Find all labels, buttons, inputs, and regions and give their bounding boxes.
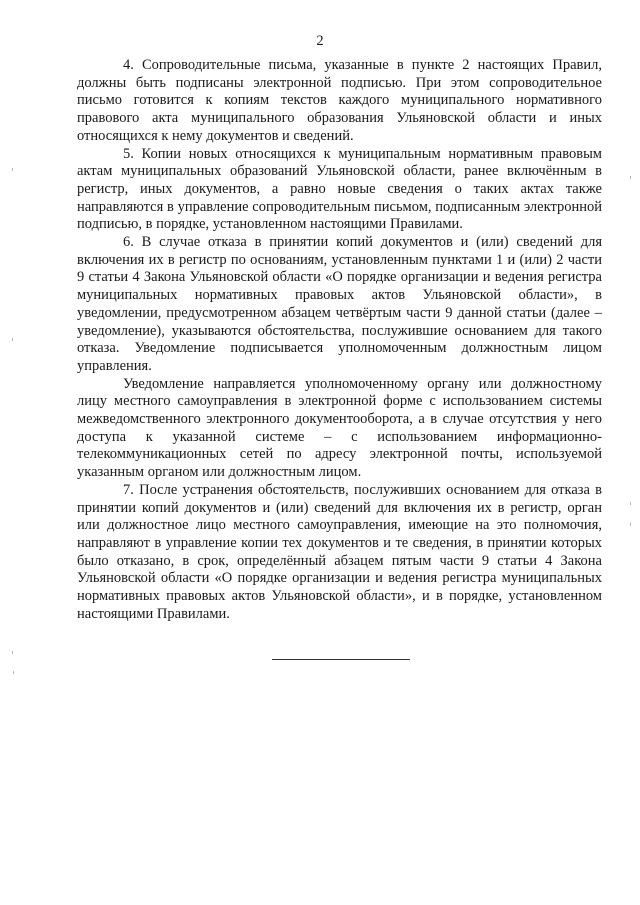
paragraph-item-6: 6. В случае отказа в принятии копий документов и (или) сведений для включения их в регистр по основаниям, установленным пунктами 1 и (или) 2 части 9 статьи 4 Закона Ульяновской области «О порядке организации и ведения регистра муниципальных нормативных правовых актов Ульяновской области», в уведомлении, предусмотренном абзацем четвёртым части 9 данной статьи (далее – уведомление), указываются обстоятельства, послужившие основанием для такого отказа. Уведомление подписывается уполномоченным должностным лицом управления. xyxy=(77,234,602,374)
document-body xyxy=(77,57,602,624)
paragraph-item-7: 7. После устранения обстоятельств, послуживших основанием для отказа в принятии копий документов и (или) сведений для включения их в регистр, орган или должностное лицо местного самоуправления, имеющие на это полномочия, направляют в управление копии тех документов и те сведения, в принятии которых было отказано, в срок, определённый абзацем пятым части 9 статьи 4 Закона Ульяновской области «О порядке организации и ведения регистра муниципальных нормативных правовых актов Ульяновской области», и в порядке, установленном настоящими Правилами. xyxy=(77,481,602,622)
scan-artifact xyxy=(630,502,631,505)
page-number: 2 xyxy=(316,33,324,49)
scan-artifact xyxy=(12,338,13,341)
scan-artifact xyxy=(630,176,631,179)
scan-artifact xyxy=(12,651,13,654)
paragraph-item-4: 4. Сопроводительные письма, указанные в пункте 2 настоящих Правил, должны быть подписаны электронной подписью. При этом сопроводительное письмо готовится к копиям текстов каждого муниципального нормативного правового акта муниципального образования Ульяновской области и иных относящихся к нему документов и сведений. xyxy=(77,57,602,144)
scan-artifact xyxy=(630,523,631,526)
paragraph-notification: Уведомление направляется уполномоченному органу или должностному лицу местного самоуправления в электронной форме с использованием системы межведомственного электронного документооборота, а в случае отсутствия у него доступа к указанной системе – с использованием информационно-телекоммуникационных сетей по адресу электронной почты, используемой указанным органом или должностным лицом. xyxy=(77,375,602,481)
scan-artifact xyxy=(13,671,14,674)
end-divider-line xyxy=(272,659,410,660)
paragraph-item-5: 5. Копии новых относящихся к муниципальным нормативным правовым актам муниципальных образований Ульяновской области, ранее включённым в регистр, иных документов, а равно новые сведения о таких актах также направляются в управление сопроводительным письмом, подписанным электронной подписью, в порядке, установленном настоящими Правилами. xyxy=(77,145,602,233)
scan-artifact xyxy=(12,168,13,171)
